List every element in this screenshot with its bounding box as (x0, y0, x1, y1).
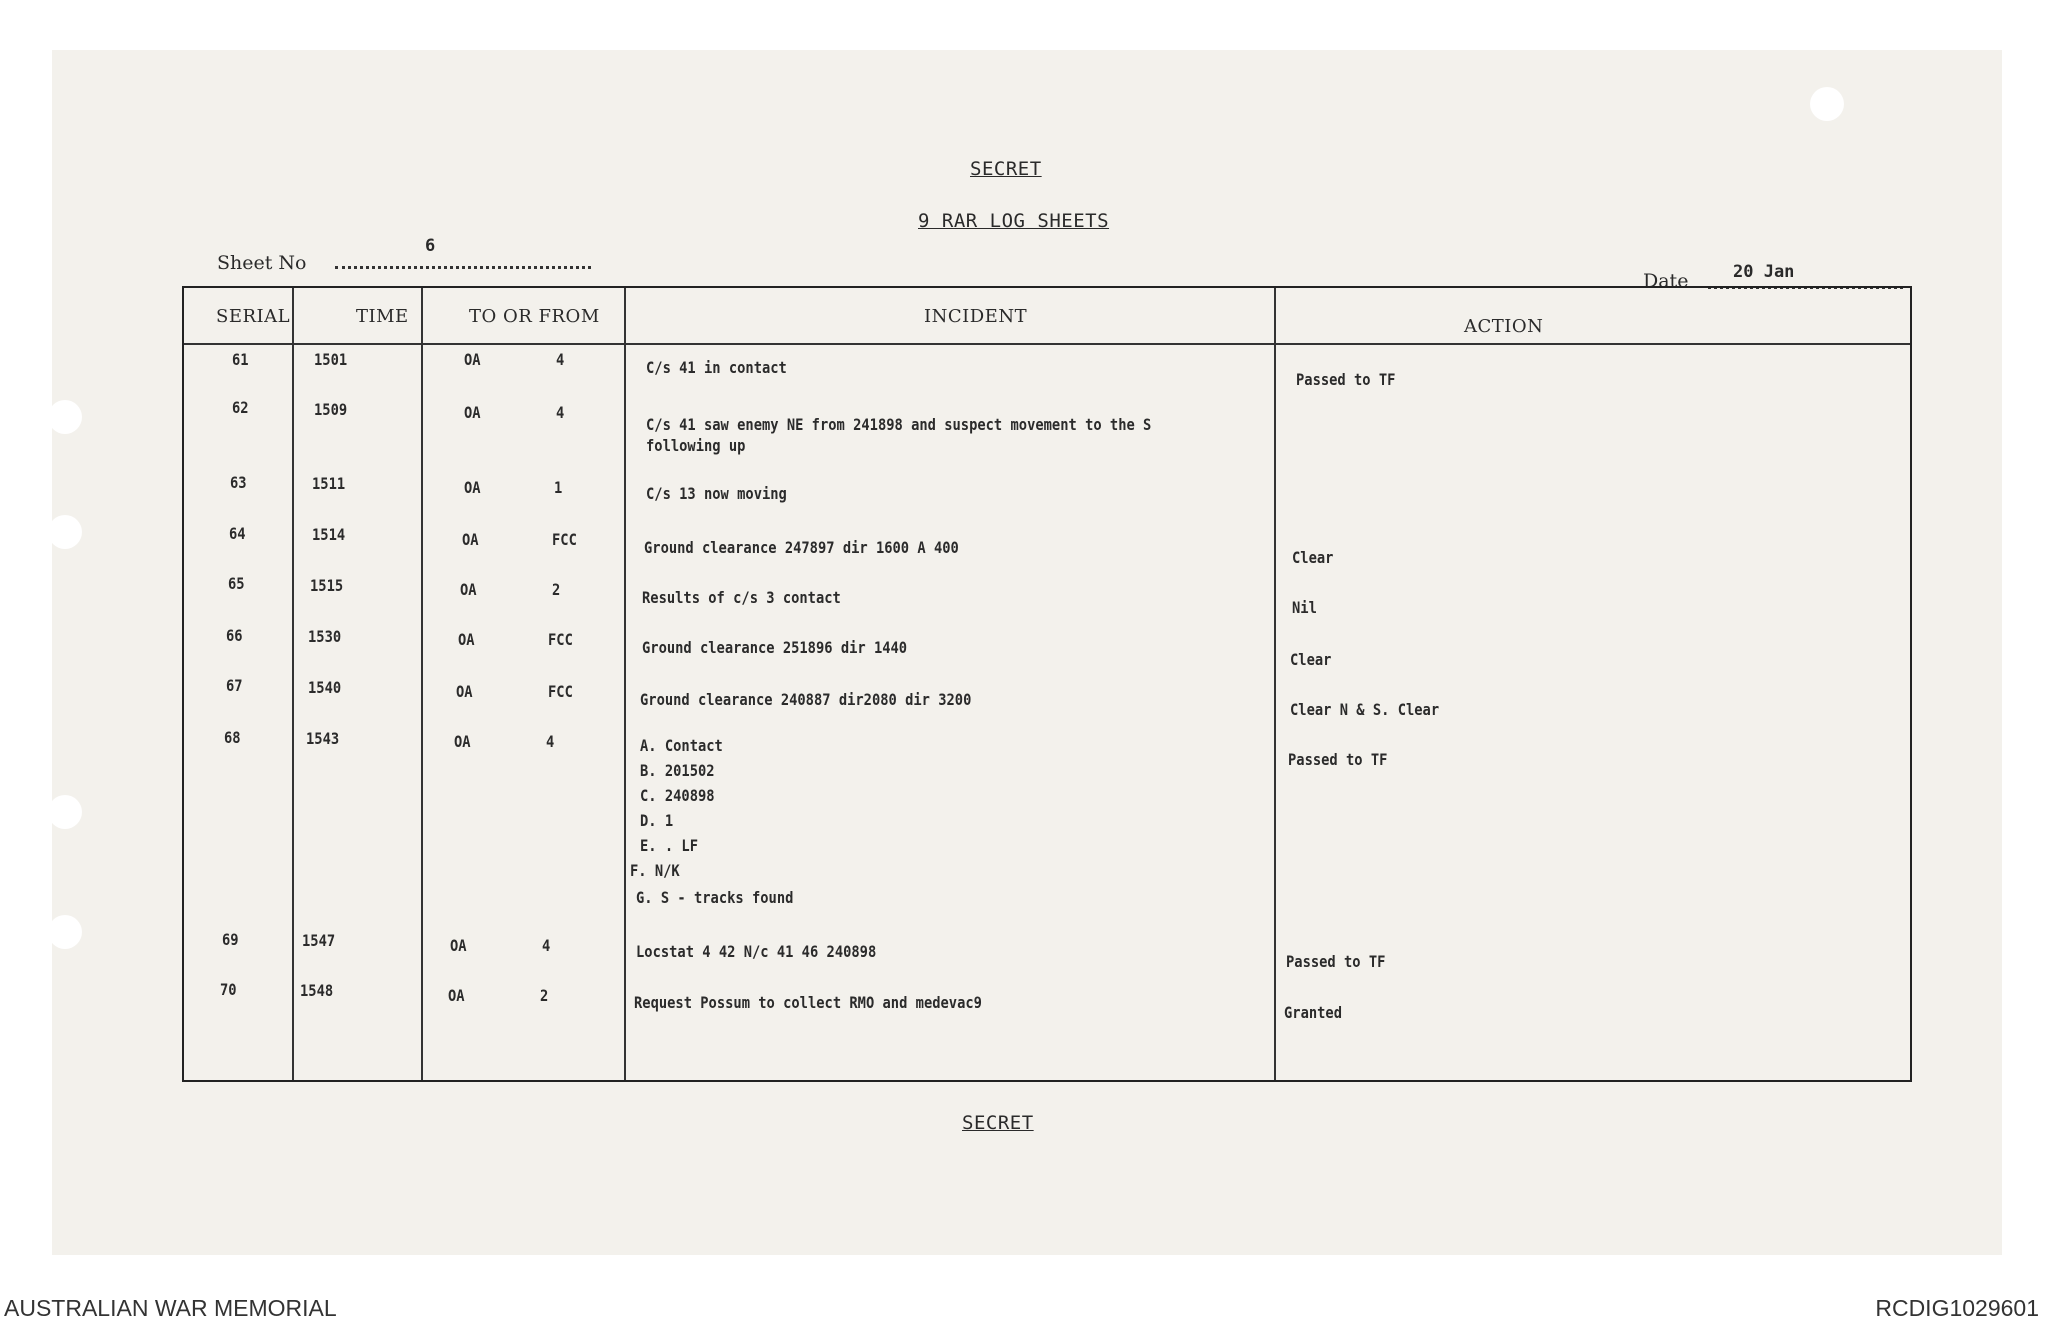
table-row-from: 4 (546, 732, 555, 751)
table-row-incident: Locstat 4 42 N/c 41 46 240898 (636, 942, 877, 961)
table-row-incident: Ground clearance 251896 dir 1440 (642, 638, 908, 657)
table-row-incident: B. 201502 (640, 761, 715, 780)
table-row-time: 1548 (300, 981, 334, 1000)
table-row-action: Clear N & S. Clear (1290, 700, 1440, 719)
sheet-no-dotted-line (335, 266, 591, 269)
table-row-serial: 68 (224, 728, 241, 747)
table-row-action: Clear (1290, 650, 1332, 669)
table-row-incident: Results of c/s 3 contact (642, 588, 841, 607)
table-row-time: 1515 (310, 576, 344, 595)
table-row-to: OA (462, 530, 479, 549)
column-header-time: TIME (356, 306, 409, 327)
table-row-action: Passed to TF (1296, 370, 1396, 389)
table-row-from: FCC (548, 630, 573, 649)
table-row-serial: 64 (229, 524, 246, 543)
table-row-time: 1511 (312, 474, 346, 493)
column-header-action: ACTION (1464, 316, 1544, 337)
table-row-from: 1 (554, 478, 563, 497)
column-header-serial: SERIAL (216, 306, 291, 327)
table-row-from: FCC (552, 530, 577, 549)
table-row-action: Passed to TF (1288, 750, 1388, 769)
table-row-serial: 66 (226, 626, 243, 645)
date-label: Date (1643, 270, 1689, 292)
punch-hole-left-3 (48, 795, 82, 829)
table-row-time: 1514 (312, 525, 346, 544)
table-row-serial: 62 (232, 398, 249, 417)
table-row-to: OA (448, 986, 465, 1005)
table-row-to: OA (458, 630, 475, 649)
footer-institution: AUSTRALIAN WAR MEMORIAL (4, 1295, 337, 1321)
punch-hole-top-right (1810, 87, 1844, 121)
table-row-time: 1540 (308, 678, 342, 697)
punch-hole-left-2 (48, 515, 82, 549)
table-row-incident: following up (646, 436, 746, 455)
log-table (182, 286, 1912, 1082)
table-row-time: 1530 (308, 627, 342, 646)
table-row-serial: 65 (228, 574, 245, 593)
classification-top: SECRET (970, 158, 1042, 180)
table-row-action: Clear (1292, 548, 1334, 567)
table-row-incident: C. 240898 (640, 786, 715, 805)
classification-bottom: SECRET (962, 1112, 1034, 1134)
table-row-from: 4 (542, 936, 551, 955)
table-row-action: Nil (1292, 598, 1317, 617)
column-header-incident: INCIDENT (924, 306, 1028, 327)
sheet-no-value: 6 (425, 236, 436, 256)
table-row-from: 4 (556, 403, 565, 422)
table-row-from: 2 (552, 580, 561, 599)
date-value: 20 Jan (1733, 262, 1795, 282)
table-row-time: 1501 (314, 350, 348, 369)
table-row-incident: Ground clearance 240887 dir2080 dir 3200 (640, 690, 972, 709)
table-row-incident: Request Possum to collect RMO and medevac9 (634, 993, 982, 1012)
table-row-serial: 70 (220, 980, 237, 999)
sheet-no-label: Sheet No (217, 252, 307, 274)
table-row-to: OA (464, 478, 481, 497)
table-row-incident: C/s 13 now moving (646, 484, 787, 503)
archive-footer (0, 1275, 2047, 1343)
table-row-from: FCC (548, 682, 573, 701)
table-row-from: 4 (556, 350, 565, 369)
table-row-incident: D. 1 (640, 811, 674, 830)
table-row-serial: 61 (232, 350, 249, 369)
punch-hole-left-4 (48, 915, 82, 949)
column-header-to-or-from: TO OR FROM (469, 306, 600, 327)
table-row-serial: 63 (230, 473, 247, 492)
table-row-to: OA (450, 936, 467, 955)
table-row-action: Granted (1284, 1003, 1342, 1022)
table-row-action: Passed to TF (1286, 952, 1386, 971)
table-row-time: 1509 (314, 400, 348, 419)
table-row-from: 2 (540, 986, 549, 1005)
table-row-to: OA (456, 682, 473, 701)
document-title: 9 RAR LOG SHEETS (918, 210, 1110, 232)
table-row-incident: C/s 41 saw enemy NE from 241898 and suspect movement to the S (646, 415, 1152, 434)
table-row-to: OA (454, 732, 471, 751)
table-row-serial: 67 (226, 676, 243, 695)
table-row-to: OA (464, 350, 481, 369)
table-row-incident: F. N/K (630, 861, 680, 880)
table-row-time: 1543 (306, 729, 340, 748)
table-row-to: OA (464, 403, 481, 422)
table-row-incident: C/s 41 in contact (646, 358, 787, 377)
punch-hole-left-1 (48, 400, 82, 434)
table-row-incident: A. Contact (640, 736, 723, 755)
table-row-time: 1547 (302, 931, 336, 950)
table-row-incident: Ground clearance 247897 dir 1600 A 400 (644, 538, 959, 557)
table-row-incident: G. S - tracks found (636, 888, 794, 907)
table-row-incident: E. . LF (640, 836, 698, 855)
table-row-serial: 69 (222, 930, 239, 949)
table-row-to: OA (460, 580, 477, 599)
footer-record-id: RCDIG1029601 (1875, 1295, 2039, 1321)
